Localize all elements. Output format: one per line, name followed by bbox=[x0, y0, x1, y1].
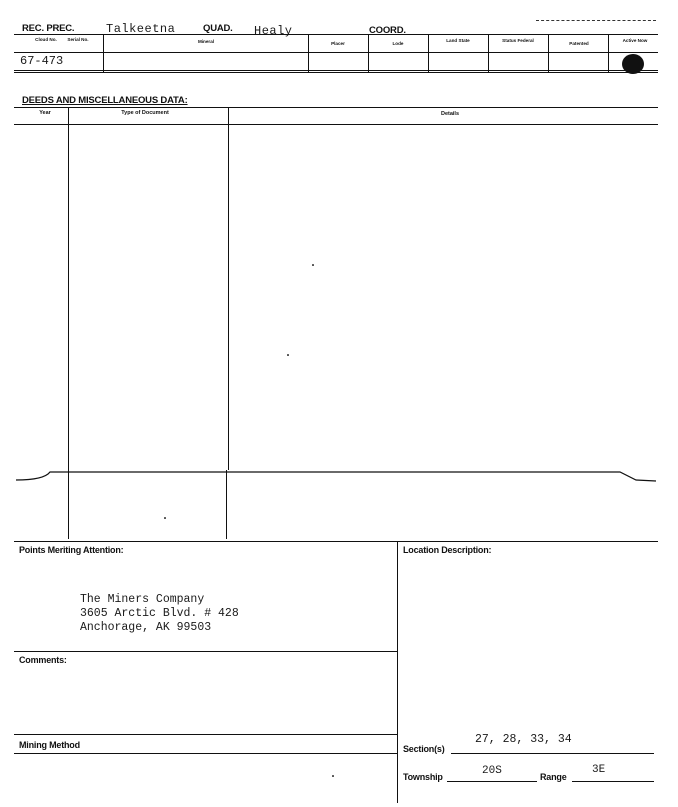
status-table-header-rule bbox=[14, 52, 658, 53]
comments-top-rule bbox=[14, 651, 397, 652]
active-now-filled-dot bbox=[622, 54, 644, 74]
comments-label: Comments: bbox=[19, 655, 67, 665]
sections-label: Section(s) bbox=[403, 744, 445, 754]
location-description-label: Location Description: bbox=[403, 545, 492, 555]
cloud-no-value: 67-473 bbox=[20, 54, 64, 68]
rec-prec-label: REC. PREC. bbox=[22, 23, 75, 34]
page-join-line bbox=[0, 462, 678, 492]
deeds-divider-type-upper bbox=[228, 107, 229, 470]
bottom-section-top-rule bbox=[14, 541, 658, 542]
col-patented: Patented bbox=[569, 41, 589, 46]
township-value: 20S bbox=[482, 765, 502, 777]
coord-label: COORD. bbox=[369, 25, 406, 36]
col-year: Year bbox=[39, 110, 51, 116]
col-serial-no: Serial No. bbox=[67, 37, 89, 42]
top-right-dashes bbox=[536, 20, 656, 21]
quad-label: QUAD. bbox=[203, 23, 233, 34]
address-line-2: 3605 Arctic Blvd. # 428 bbox=[80, 607, 239, 620]
address-line-1: The Miners Company bbox=[80, 593, 205, 606]
status-table-top-rule bbox=[14, 34, 658, 35]
deeds-table-top-rule bbox=[14, 107, 658, 108]
quad-value: Healy bbox=[254, 24, 293, 38]
range-label: Range bbox=[540, 772, 567, 782]
range-value: 3E bbox=[592, 764, 606, 776]
sections-underline bbox=[451, 753, 654, 754]
township-underline bbox=[447, 781, 537, 782]
col-lode: Lode bbox=[392, 41, 404, 46]
col-land-state: Land State bbox=[446, 38, 470, 43]
col-active-now: Active Now bbox=[622, 38, 648, 43]
col-details: Details bbox=[440, 111, 460, 117]
bottom-section-divider bbox=[397, 541, 398, 803]
address-line-3: Anchorage, AK 99503 bbox=[80, 621, 212, 634]
col-type-of-document: Type of Document bbox=[121, 110, 169, 116]
col-placer: Placer bbox=[331, 41, 345, 46]
col-cloud-no: Cloud No. bbox=[35, 37, 57, 42]
status-table-bottom-rule-2 bbox=[14, 72, 658, 73]
mining-method-label: Mining Method bbox=[19, 740, 80, 750]
rec-prec-value: Talkeetna bbox=[106, 22, 176, 36]
deeds-table-header-rule bbox=[14, 124, 658, 125]
col-status-federal: Status Federal bbox=[502, 38, 534, 43]
mining-method-top-rule bbox=[14, 734, 397, 735]
deeds-section-title: DEEDS AND MISCELLANEOUS DATA: bbox=[22, 95, 188, 106]
col-mineral: Mineral bbox=[197, 39, 215, 44]
township-label: Township bbox=[403, 772, 443, 782]
range-underline bbox=[572, 781, 654, 782]
mining-method-bottom-rule bbox=[14, 753, 397, 754]
status-table-bottom-rule bbox=[14, 70, 658, 71]
points-meriting-attention-label: Points Meriting Attention: bbox=[19, 545, 124, 555]
sections-value: 27, 28, 33, 34 bbox=[475, 733, 572, 746]
